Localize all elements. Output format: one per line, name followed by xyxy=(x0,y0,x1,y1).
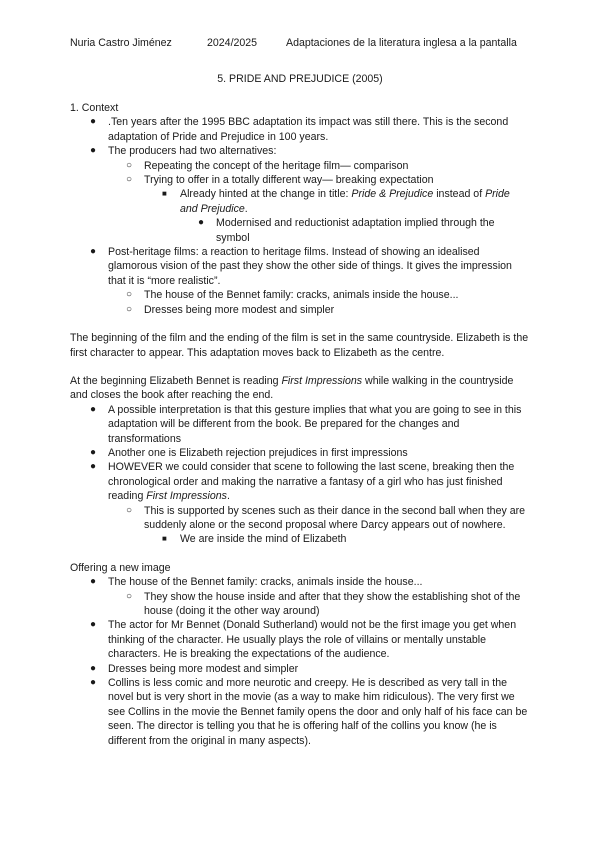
bullet-circle-icon: ○ xyxy=(126,174,133,186)
bullet-dot-icon: ● xyxy=(90,662,97,674)
list-item: ○ They show the house inside and after that they show the establishing shot of the house (doing it the other way around) xyxy=(126,590,521,617)
paragraph: At the beginning Elizabeth Bennet is reading First Impressions while walking in the countryside and closes the book after reaching the end. xyxy=(70,374,514,402)
document-body xyxy=(70,101,530,748)
bullet-circle-icon: ○ xyxy=(126,504,133,516)
list-item: ● Modernised and reductionist adaptation implied through the symbol xyxy=(198,217,495,244)
header-author: Nuria Castro Jiménez xyxy=(70,37,172,49)
paragraph: The beginning of the film and the ending of the film is set in the same countryside. Elizabeth is the first character to appear. This adaptation moves back to Elizabeth as the centre. xyxy=(70,332,529,359)
bullet-circle-icon: ○ xyxy=(126,303,133,315)
list-item: ○ Repeating the concept of the heritage film— comparison xyxy=(126,159,409,172)
page-title: 5. PRIDE AND PREJUDICE (2005) xyxy=(217,73,383,85)
list-item: ○ Dresses being more modest and simpler xyxy=(126,303,335,316)
bullet-dot-icon: ● xyxy=(90,461,97,473)
list-item: ● Post-heritage films: a reaction to heritage films. Instead of showing an idealised glamorous vision of the past they show the other side of things. It gives the impression that it is “more realistic”. xyxy=(90,246,512,287)
list-item: ● The producers had two alternatives: xyxy=(90,145,277,158)
bullet-dot-icon: ● xyxy=(90,446,97,458)
bullet-square-icon: ■ xyxy=(162,534,167,544)
list-item: ● The actor for Mr Bennet (Donald Sutherland) would not be the first image you get when thinking of the character. He usually plays the role of villains or mentally unstable characters. He is breaking the expectations of the audience. xyxy=(90,619,517,661)
list-item: ○ This is supported by scenes such as their dance in the second ball when they are suddenly alone or the second proposal where Darcy appears out of nowhere. xyxy=(126,504,526,531)
list-item: ● .Ten years after the 1995 BBC adaptation its impact was still there. This is the second adaptation of Pride and Prejudice in 100 years. xyxy=(90,116,509,143)
opening-list xyxy=(70,403,530,547)
bullet-dot-icon: ● xyxy=(90,619,97,631)
bullet-dot-icon: ● xyxy=(90,677,97,689)
bullet-dot-icon: ● xyxy=(90,246,97,258)
list-item: ● Collins is less comic and more neurotic and creepy. He is described as very tall in the novel but is very short in the movie (as a way to make him ridiculous). The very first we see Collins in the movie the Bennet family opens the door and only half of his face can be seen. The director is telling you that he is offering half of the collins you know (he is different from the original in many aspects). xyxy=(90,677,528,747)
context-list xyxy=(70,115,530,317)
bullet-square-icon: ■ xyxy=(162,189,167,199)
list-item: ● Another one is Elizabeth rejection prejudices in first impressions xyxy=(90,446,408,459)
header-course: Adaptaciones de la literatura inglesa a la pantalla xyxy=(286,37,517,49)
list-item: ■ Already hinted at the change in title: Pride & Prejudice instead of Pride and Prejudice. xyxy=(162,188,510,215)
bullet-dot-icon: ● xyxy=(90,576,97,588)
list-item: ■ We are inside the mind of Elizabeth xyxy=(162,533,347,546)
offering-list xyxy=(70,575,530,748)
page-header xyxy=(70,36,540,50)
context-heading: 1. Context xyxy=(70,102,119,114)
list-item: ○ The house of the Bennet family: cracks, animals inside the house... xyxy=(126,289,459,302)
bullet-circle-icon: ○ xyxy=(126,590,133,602)
bullet-circle-icon: ○ xyxy=(126,289,133,301)
bullet-dot-icon: ● xyxy=(90,145,97,157)
offering-heading: Offering a new image xyxy=(70,561,171,574)
list-item: ● The house of the Bennet family: cracks, animals inside the house... xyxy=(90,576,423,589)
list-item: ● HOWEVER we could consider that scene to following the last scene, breaking then the chronological order and making the narrative a fantasy of a girl who has just finished reading First Impressions. xyxy=(90,461,515,503)
bullet-circle-icon: ○ xyxy=(126,159,133,171)
list-item: ● Dresses being more modest and simpler xyxy=(90,662,299,675)
bullet-dot-icon: ● xyxy=(90,403,97,415)
list-item: ● A possible interpretation is that this gesture implies that what you are going to see in this adaptation will be different from the book. Be prepared for the changes and transformations xyxy=(90,403,522,445)
bullet-dot-icon: ● xyxy=(198,217,205,229)
header-year: 2024/2025 xyxy=(207,37,258,49)
list-item: ○ Trying to offer in a totally different way— breaking expectation xyxy=(126,174,434,187)
bullet-dot-icon: ● xyxy=(90,116,97,128)
